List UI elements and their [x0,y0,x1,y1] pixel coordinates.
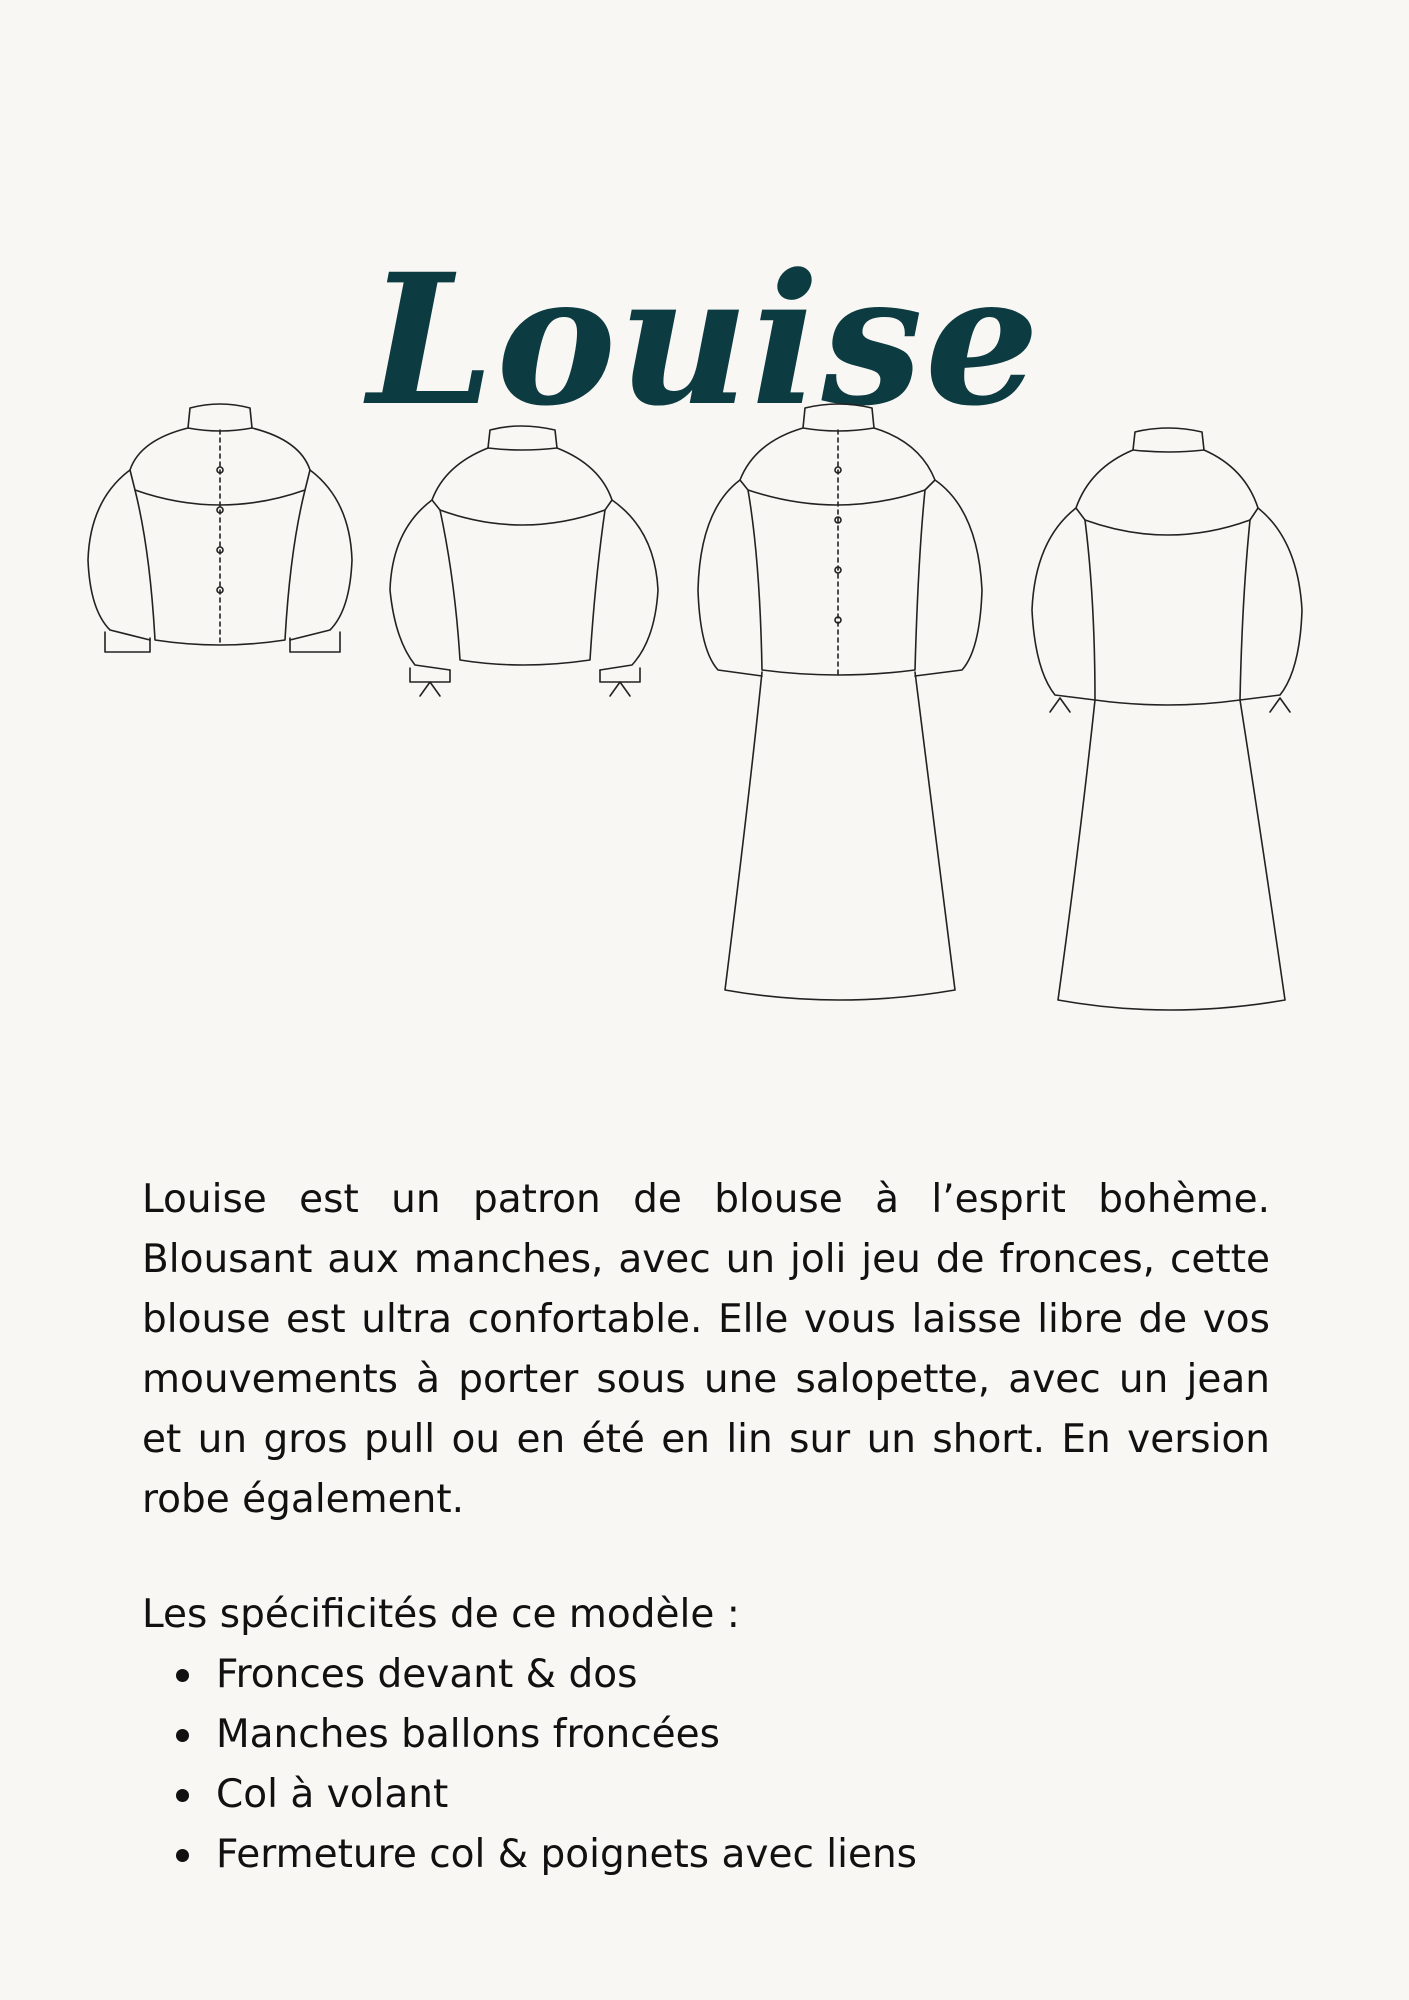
bullet-icon [176,1669,189,1682]
dress-back-drawing [1032,428,1302,1010]
specs-list [142,1645,1270,1885]
list-item [142,1705,1270,1765]
spec-text: Fronces devant & dos [216,1652,638,1697]
bullet-icon [176,1849,189,1862]
pattern-description: Louise est un patron de blouse à l’esprit bohème. Blousant aux manches, avec un joli jeu de fronces, cette blouse est ultra confortable. Elle vous laisse libre de vos mouvements à porter sous une salopette, avec un jean et un gros pull ou en été en lin sur un short. En version robe également. [142,1177,1270,1522]
list-item [142,1645,1270,1705]
spec-text: Fermeture col & poignets avec liens [216,1832,917,1877]
blouse-front-drawing [88,404,352,652]
blouse-back-drawing [390,426,658,696]
spec-text: Manches ballons froncées [216,1712,720,1757]
bullet-icon [176,1789,189,1802]
technical-drawings [0,390,1409,1050]
dress-front-drawing [698,404,982,1000]
pattern-title: Louise [367,234,1042,446]
spec-text: Col à volant [216,1772,449,1817]
specs-heading: Les spécificités de ce modèle : [142,1592,740,1637]
list-item [142,1825,1270,1885]
bullet-icon [176,1729,189,1742]
list-item [142,1765,1270,1825]
